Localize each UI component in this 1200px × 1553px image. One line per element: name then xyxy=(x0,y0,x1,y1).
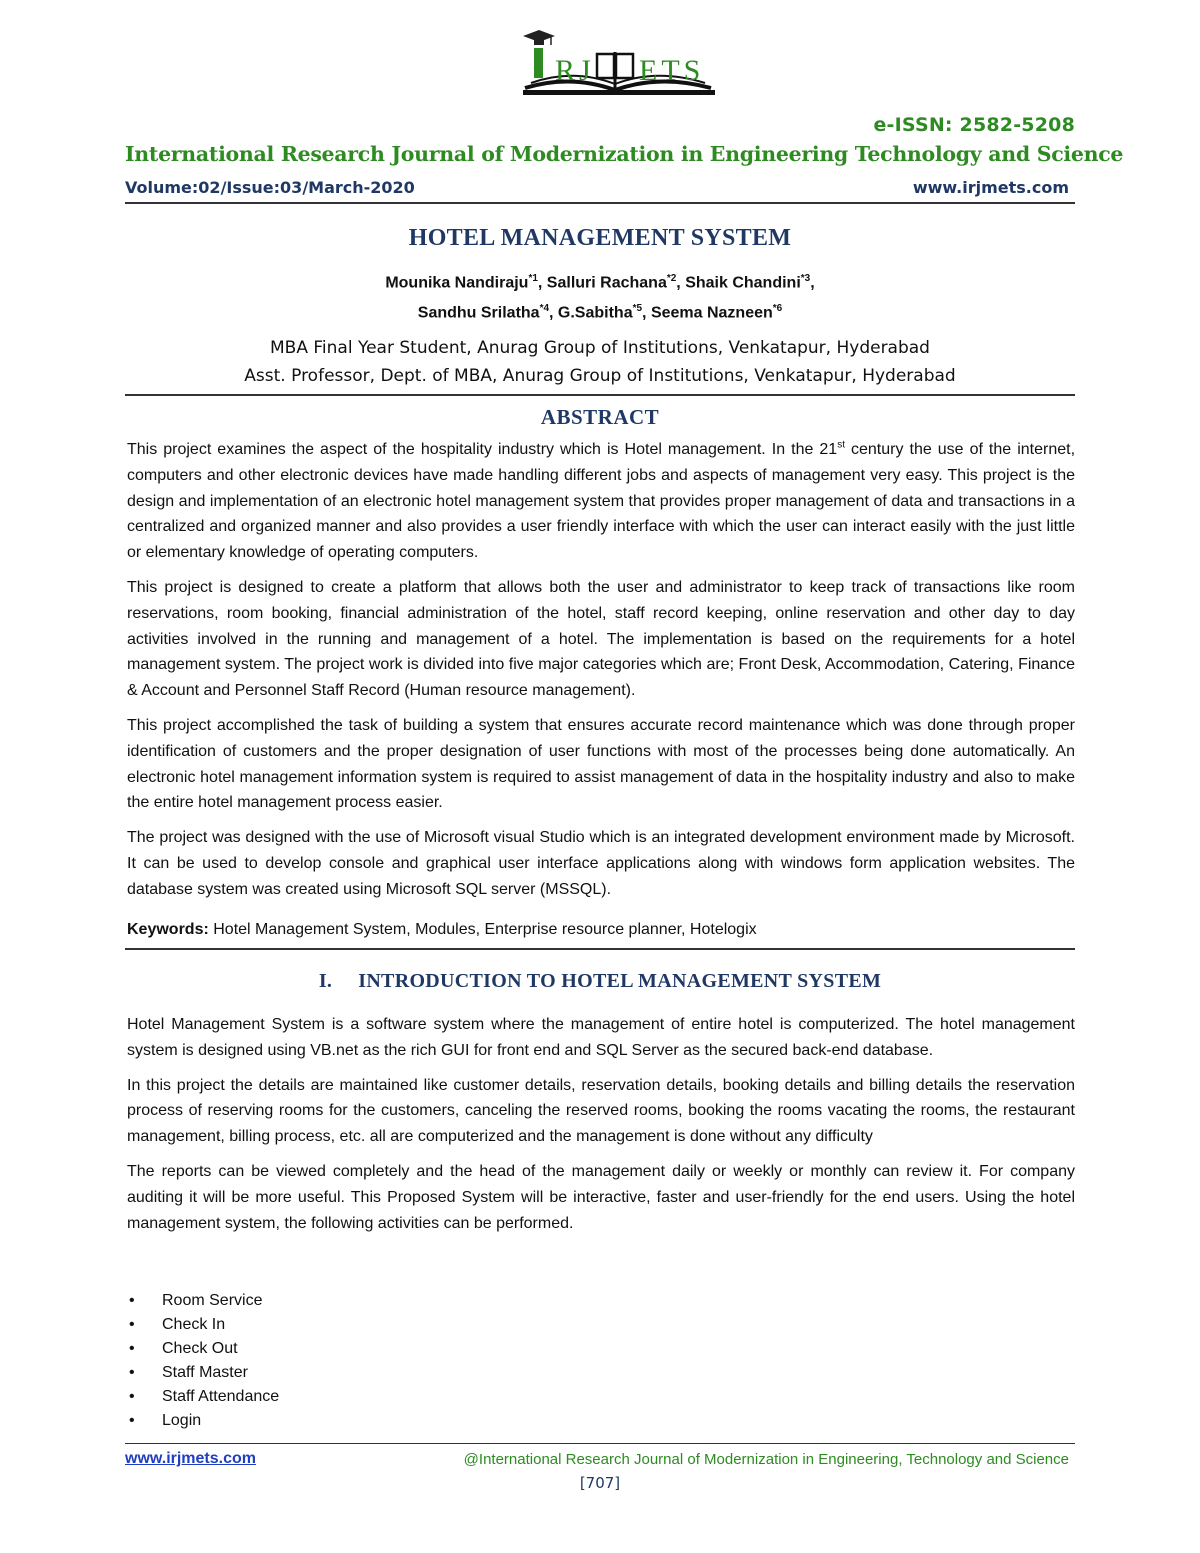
list-item-label: Room Service xyxy=(162,1292,263,1309)
abstract-text: century the use of the internet, computers and other electronic devices have made handling different jobs and aspects of management very easy. This project is the design and implementation of an electronic hotel management system that provides proper management of data and transactions in a centralized and organized manner and also provides a user friendly interface with which the user can interact easily with the just little or elementary knowledge of operating computers. xyxy=(127,441,1076,562)
author-mark: *2 xyxy=(666,273,677,284)
activity-list xyxy=(127,1289,279,1433)
bullet: • xyxy=(129,1292,135,1309)
author-list xyxy=(125,266,1075,327)
author-mark: *1 xyxy=(528,273,538,284)
journal-logo xyxy=(515,28,715,123)
author-name: Sandhu Srilatha xyxy=(417,304,540,322)
author-name: G.Sabitha xyxy=(557,304,633,322)
abstract-text: This project examines the aspect of the hospitality industry which is Hotel management. In the 21 xyxy=(127,441,838,458)
paper-page xyxy=(125,0,1124,1553)
list-item xyxy=(127,1385,279,1409)
list-item-label: Staff Attendance xyxy=(162,1388,280,1405)
author-line-1: Mounika Nandiraju$^{*1}$, Salluri Rachana$^{*2}$, Shaik Chandini$^{*3}$, xyxy=(385,273,815,292)
affiliations xyxy=(125,334,1075,390)
divider xyxy=(125,394,1075,396)
list-item xyxy=(127,1361,279,1385)
list-item-label: Staff Master xyxy=(162,1364,248,1381)
abstract-paragraph: This project accomplished the task of building a system that ensures accurate record maintenance which was done through proper identification of customers and the proper designation of user functions with most of the processes being done automatically. An electronic hotel management information system is required to assist management of data in the hospitality industry and also to make the entire hotel management process easier. xyxy=(127,716,1075,812)
abstract-body xyxy=(127,437,1075,912)
volume-row xyxy=(125,178,1075,204)
keywords-label: Keywords: xyxy=(127,921,209,938)
intro-paragraph: In this project the details are maintained like customer details, reservation details, booking details and billing details the reservation process of reserving rooms for the customers, canceling the reserved rooms, booking the rooms vacating the rooms, the restaurant management, billing process, etc. all are computerized and the management is done without any difficulty xyxy=(127,1076,1075,1146)
bullet: • xyxy=(129,1364,135,1381)
section-heading xyxy=(125,970,1075,993)
intro-body xyxy=(127,1012,1075,1245)
list-item-label: Check In xyxy=(162,1316,226,1333)
list-item-label: Login xyxy=(162,1412,202,1429)
bullet: • xyxy=(129,1340,135,1357)
affiliation-1: MBA Final Year Student, Anurag Group of Institutions, Venkatapur, Hyderabad xyxy=(270,338,930,358)
author-mark: *5 xyxy=(632,303,643,315)
abstract-paragraph: The project was designed with the use of Microsoft visual Studio which is an integrated development environment made by Microsoft. It can be used to develop console and graphical user interface applications along with windows form application websites. The database system was created using Microsoft SQL server (MSSQL). xyxy=(127,829,1075,898)
footer-divider xyxy=(125,1443,1075,1444)
bullet: • xyxy=(129,1388,135,1405)
author-line-2: Sandhu Srilatha$^{*4}$, G.Sabitha$^{*5}$, Seema Nazneen$^{*6}$ xyxy=(417,303,783,322)
open-book-icon xyxy=(515,28,715,123)
keywords-text: Hotel Management System, Modules, Enterprise resource planner, Hotelogix xyxy=(208,921,757,938)
intro-paragraph: Hotel Management System is a software system where the management of entire hotel is computerized. The hotel management system is designed using VB.net as the rich GUI for front end and SQL Server as the secured back-end database. xyxy=(127,1016,1075,1059)
journal-title: International Research Journal of Modernization in Engineering Technology and Science xyxy=(125,142,1124,166)
author-name: Salluri Rachana xyxy=(546,274,667,292)
paper-title: HOTEL MANAGEMENT SYSTEM xyxy=(408,225,792,251)
author-name: Seema Nazneen xyxy=(650,304,773,322)
author-mark: *6 xyxy=(772,303,783,315)
volume-issue: Volume:02/Issue:03/March-2020 xyxy=(125,178,415,197)
abstract-paragraph: This project is designed to create a platform that allows both the user and administrator to keep track of transactions like room reservations, room booking, financial administration of the hotel, staff record keeping, online reservation and other day to day activities involved in the running and management of a hotel. The implementation is based on the requirements for a hotel management system. The project work is divided into five major categories which are; Front Desk, Accommodation, Catering, Finance & Account and Personnel Staff Record (Human resource management). xyxy=(127,578,1075,700)
keywords xyxy=(127,921,757,939)
ordinal-suffix: st xyxy=(837,439,845,451)
intro-paragraph: The reports can be viewed completely and the head of the management daily or weekly or monthly can review it. For company auditing it will be more useful. This Proposed System will be interactive, faster and user-friendly for the end users. Using the hotel management system, the following activities can be performed. xyxy=(127,1162,1075,1232)
author-mark: *4 xyxy=(539,303,550,315)
list-item-label: Check Out xyxy=(162,1340,238,1357)
bullet: • xyxy=(129,1412,135,1429)
issn: e-ISSN: 2582-5208 xyxy=(873,114,1075,136)
section-number: I. xyxy=(318,970,333,992)
list-item xyxy=(127,1337,279,1361)
svg-text:ETS: ETS xyxy=(639,54,705,87)
list-item xyxy=(127,1409,279,1433)
affiliation-2: Asst. Professor, Dept. of MBA, Anurag Group of Institutions, Venkatapur, Hyderabad xyxy=(244,366,956,386)
footer-journal: @International Research Journal of Modernization in Engineering, Technology and Science xyxy=(463,1451,1069,1468)
bullet: • xyxy=(129,1316,135,1333)
list-item xyxy=(127,1289,279,1313)
footer-website-link[interactable]: www.irjmets.com xyxy=(125,1450,256,1467)
header-website-link[interactable]: www.irjmets.com xyxy=(912,178,1069,197)
abstract-heading: ABSTRACT xyxy=(540,405,660,429)
abstract-paragraph xyxy=(127,437,1075,566)
svg-text:RJ: RJ xyxy=(555,54,595,87)
author-name: Shaik Chandini xyxy=(685,274,801,292)
section-title: INTRODUCTION TO HOTEL MANAGEMENT SYSTEM xyxy=(358,970,882,992)
author-name: Mounika Nandiraju xyxy=(385,274,529,292)
list-item xyxy=(127,1313,279,1337)
divider xyxy=(125,948,1075,950)
author-mark: *3 xyxy=(800,273,811,284)
page-number: [707] xyxy=(579,1474,621,1492)
